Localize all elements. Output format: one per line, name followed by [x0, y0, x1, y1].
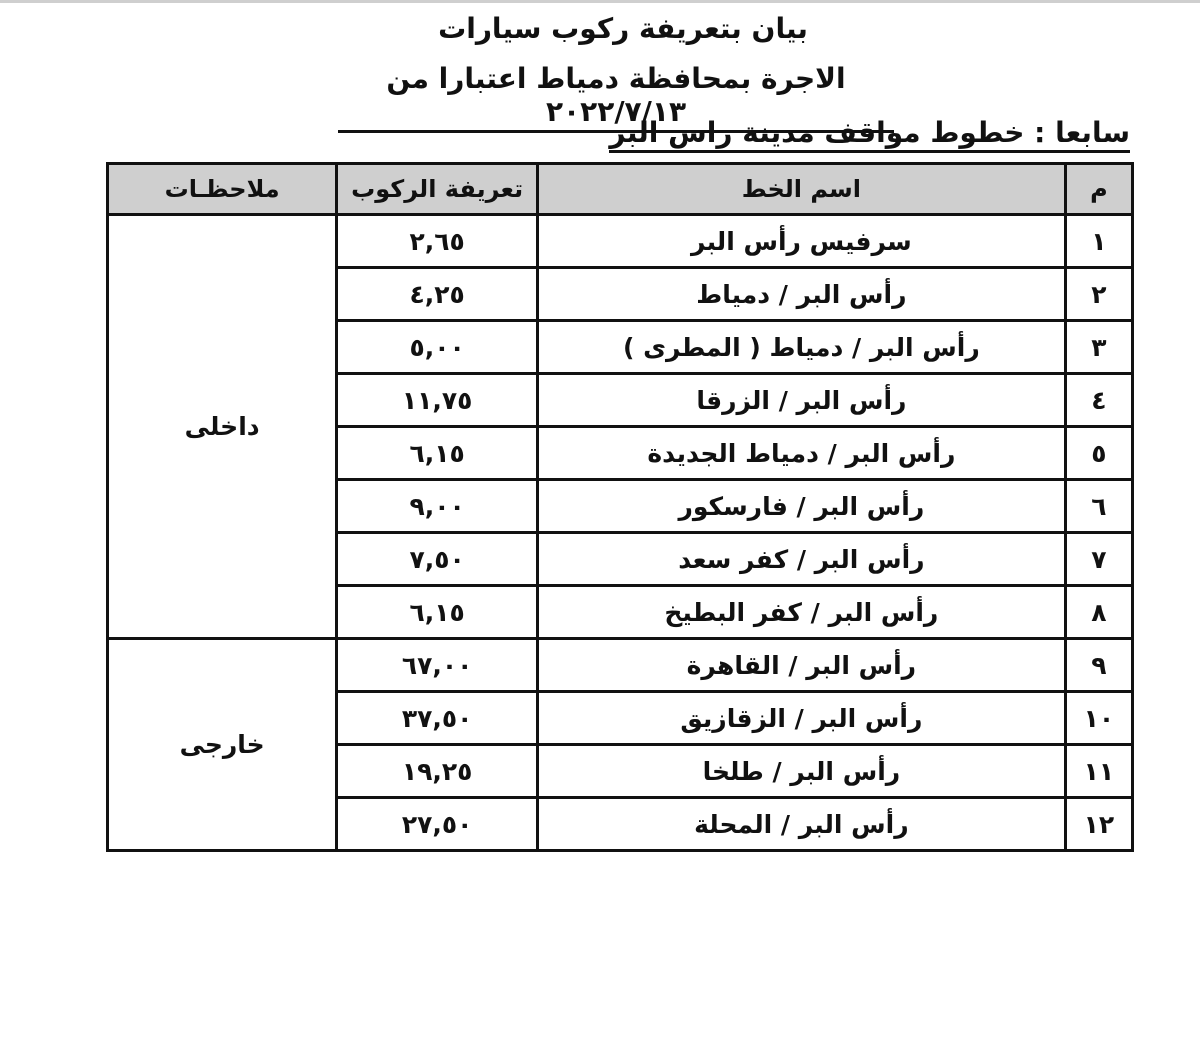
table-row — [108, 639, 1133, 692]
fare-table — [106, 162, 1134, 852]
col-header-name: اسم الخط — [537, 164, 1065, 215]
row-line-name: رأس البر / المحلة — [537, 798, 1065, 851]
section-heading: سابعا : خطوط مواقف مدينة راس البر — [609, 116, 1130, 153]
row-num: ١١ — [1065, 745, 1132, 798]
row-num: ١٠ — [1065, 692, 1132, 745]
row-line-name: رأس البر / دمياط الجديدة — [537, 427, 1065, 480]
col-header-fare: تعريفة الركوب — [337, 164, 538, 215]
table-header-row — [108, 164, 1133, 215]
row-num: ٥ — [1065, 427, 1132, 480]
row-line-name: رأس البر / دمياط — [537, 268, 1065, 321]
row-line-name: رأس البر / القاهرة — [537, 639, 1065, 692]
row-line-name: رأس البر / طلخا — [537, 745, 1065, 798]
row-line-name: رأس البر / كفر البطيخ — [537, 586, 1065, 639]
row-fare: ١١,٧٥ — [337, 374, 538, 427]
row-num: ٩ — [1065, 639, 1132, 692]
col-header-notes: ملاحظـات — [108, 164, 337, 215]
row-fare: ٢٧,٥٠ — [337, 798, 538, 851]
row-fare: ٧,٥٠ — [337, 533, 538, 586]
document-date-line: الاجرة بمحافظة دمياط اعتبارا من ٢٠٢٢/٧/١٣ — [338, 62, 894, 133]
row-fare: ٤,٢٥ — [337, 268, 538, 321]
row-fare: ٦,١٥ — [337, 427, 538, 480]
row-fare: ٣٧,٥٠ — [337, 692, 538, 745]
group-external-note: خارجى — [108, 639, 337, 851]
row-line-name: رأس البر / فارسكور — [537, 480, 1065, 533]
row-num: ٦ — [1065, 480, 1132, 533]
row-num: ٨ — [1065, 586, 1132, 639]
col-header-num: م — [1065, 164, 1132, 215]
row-num: ٣ — [1065, 321, 1132, 374]
row-fare: ٢,٦٥ — [337, 215, 538, 268]
row-fare: ١٩,٢٥ — [337, 745, 538, 798]
row-line-name: رأس البر / دمياط ( المطرى ) — [537, 321, 1065, 374]
table-row — [108, 215, 1133, 268]
document-title: بيان بتعريفة ركوب سيارات — [438, 12, 808, 45]
top-border-line — [0, 0, 1200, 3]
row-num: ١ — [1065, 215, 1132, 268]
row-line-name: سرفيس رأس البر — [537, 215, 1065, 268]
row-fare: ٦,١٥ — [337, 586, 538, 639]
row-num: ٢ — [1065, 268, 1132, 321]
row-fare: ٦٧,٠٠ — [337, 639, 538, 692]
row-fare: ٩,٠٠ — [337, 480, 538, 533]
row-line-name: رأس البر / الزقازيق — [537, 692, 1065, 745]
row-line-name: رأس البر / الزرقا — [537, 374, 1065, 427]
row-num: ١٢ — [1065, 798, 1132, 851]
row-num: ٤ — [1065, 374, 1132, 427]
group-internal-note: داخلى — [108, 215, 337, 639]
row-line-name: رأس البر / كفر سعد — [537, 533, 1065, 586]
row-fare: ٥,٠٠ — [337, 321, 538, 374]
row-num: ٧ — [1065, 533, 1132, 586]
